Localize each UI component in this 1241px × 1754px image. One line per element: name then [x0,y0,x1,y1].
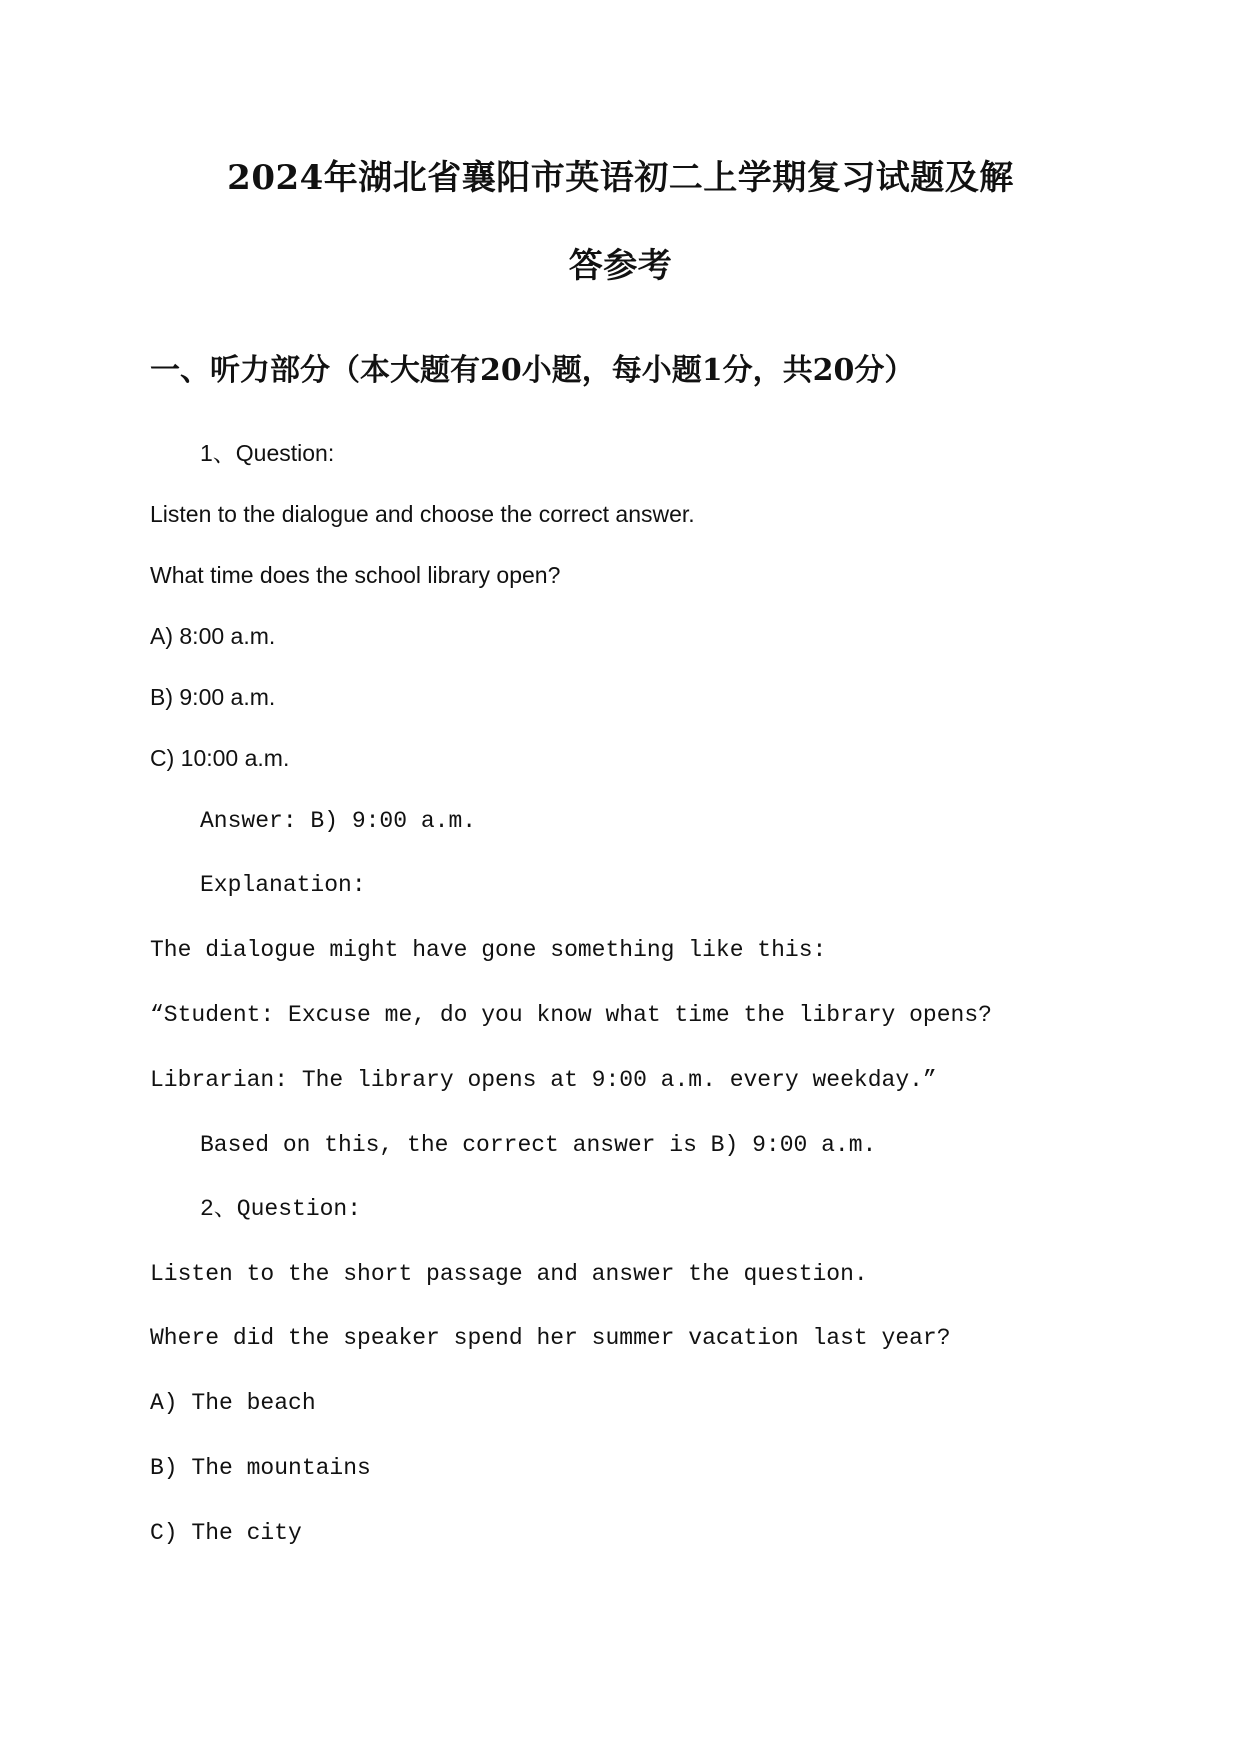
question-2-prompt: Where did the speaker spend her summer vacation last year? [150,1325,951,1351]
question-2-option-c: C) The city [150,1520,302,1546]
question-2-instruction: Listen to the short passage and answer the question. [150,1261,868,1287]
question-1-explanation-line: “Student: Excuse me, do you know what time the library opens? [150,1002,992,1028]
question-1-label: 1、Question: [200,440,335,466]
question-1-option-b: B) 9:00 a.m. [150,684,276,710]
question-2-option-a: A) The beach [150,1390,316,1416]
question-1-explanation-label: Explanation: [200,872,366,898]
question-1-prompt: What time does the school library open? [150,562,561,588]
question-1-answer: Answer: B) 9:00 a.m. [200,808,477,834]
question-2-label: 2、Question: [200,1196,362,1222]
question-1-explanation-line: Based on this, the correct answer is B) 9:00 a.m. [200,1132,877,1158]
question-1-instruction: Listen to the dialogue and choose the correct answer. [150,501,695,527]
section-heading: 一、听力部分（本大题有20小题，每小题1分，共20分） [150,353,915,388]
question-1-option-c: C) 10:00 a.m. [150,745,290,771]
document-title-line-2: 答参考 [568,246,673,286]
question-2-option-b: B) The mountains [150,1455,371,1481]
question-1-option-a: A) 8:00 a.m. [150,623,276,649]
question-1-explanation-line: Librarian: The library opens at 9:00 a.m. every weekday.” [150,1067,937,1093]
question-1-explanation-line: The dialogue might have gone something like this: [150,937,827,963]
document-title-line-1: 2024年湖北省襄阳市英语初二上学期复习试题及解 [227,158,1014,198]
